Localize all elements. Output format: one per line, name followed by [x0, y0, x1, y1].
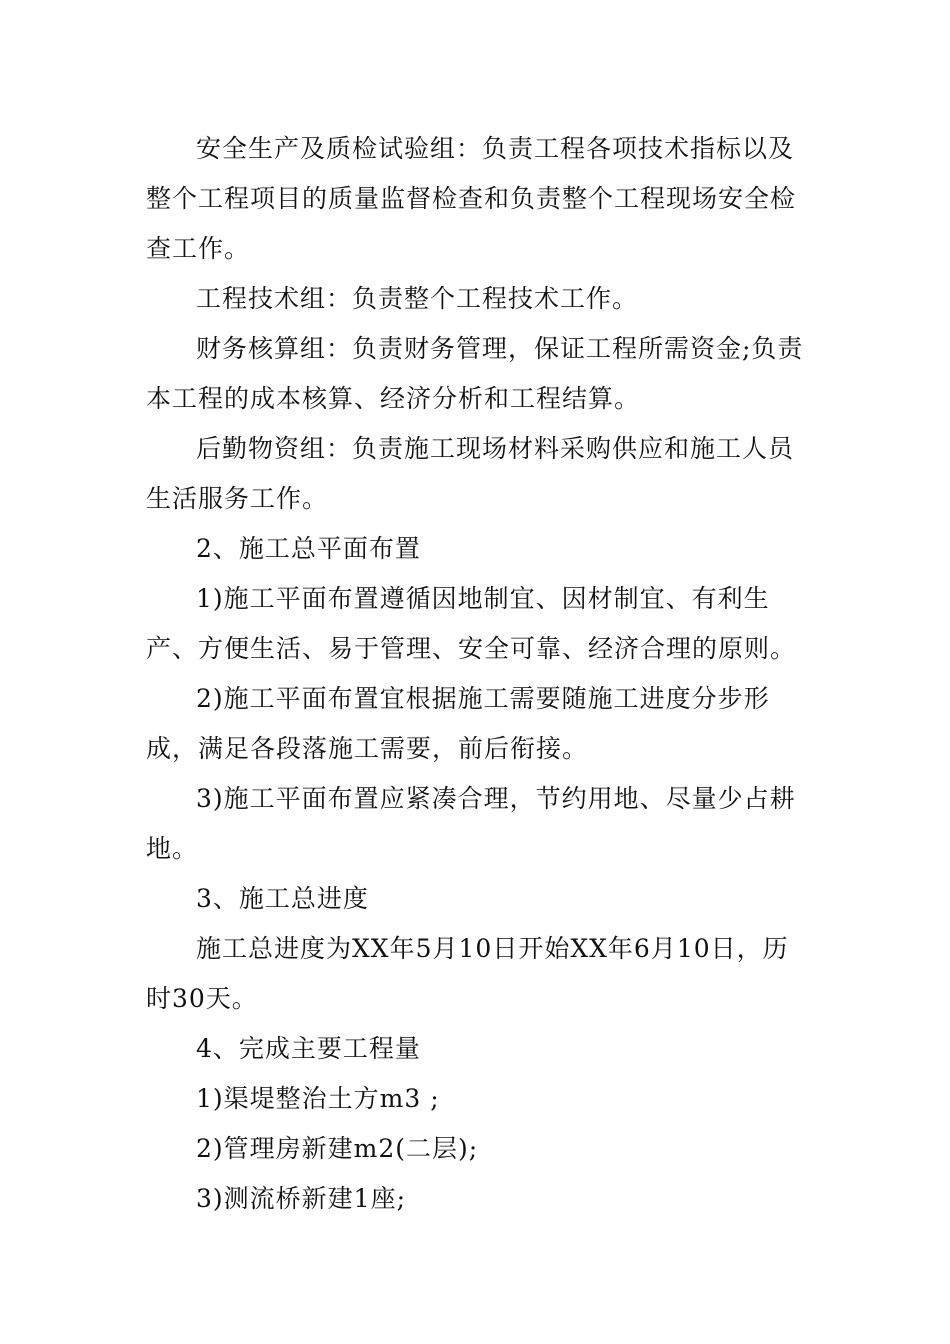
list-item-earthwork: 1)渠堤整治土方m3 ;: [196, 1084, 440, 1113]
list-item-layout-principle: 1)施工平面布置遵循因地制宜、因材制宜、有利生产、方便生活、易于管理、安全可靠、经济合理的原则。: [146, 584, 797, 663]
paragraph-engineering-tech-group: 工程技术组：负责整个工程技术工作。: [196, 284, 639, 313]
section-heading-site-layout: 2、施工总平面布置: [196, 534, 421, 563]
paragraph-logistics-group: 后勤物资组：负责施工现场材料采购供应和施工人员生活服务工作。: [146, 434, 795, 513]
section-heading-schedule: 3、施工总进度: [196, 884, 369, 913]
list-item-gauging-bridge: 3)测流桥新建1座;: [196, 1184, 406, 1213]
section-heading-quantities: 4、完成主要工程量: [196, 1034, 421, 1063]
paragraph-schedule-dates: 施工总进度为XX年5月10日开始XX年6月10日，历时30天。: [146, 934, 789, 1013]
paragraph-finance-group: 财务核算组：负责财务管理，保证工程所需资金;负责本工程的成本核算、经济分析和工程结算。: [146, 334, 804, 413]
document-body: [146, 124, 808, 1224]
paragraph-safety-quality-group: 安全生产及质检试验组：负责工程各项技术指标以及整个工程项目的质量监督检查和负责整个工程现场安全检查工作。: [146, 134, 797, 263]
list-item-management-building: 2)管理房新建m2(二层);: [196, 1134, 479, 1163]
list-item-layout-compact: 3)施工平面布置应紧凑合理，节约用地、尽量少占耕地。: [146, 784, 796, 863]
list-item-layout-progressive: 2)施工平面布置宜根据施工需要随施工进度分步形成，满足各段落施工需要，前后衔接。: [146, 684, 770, 763]
